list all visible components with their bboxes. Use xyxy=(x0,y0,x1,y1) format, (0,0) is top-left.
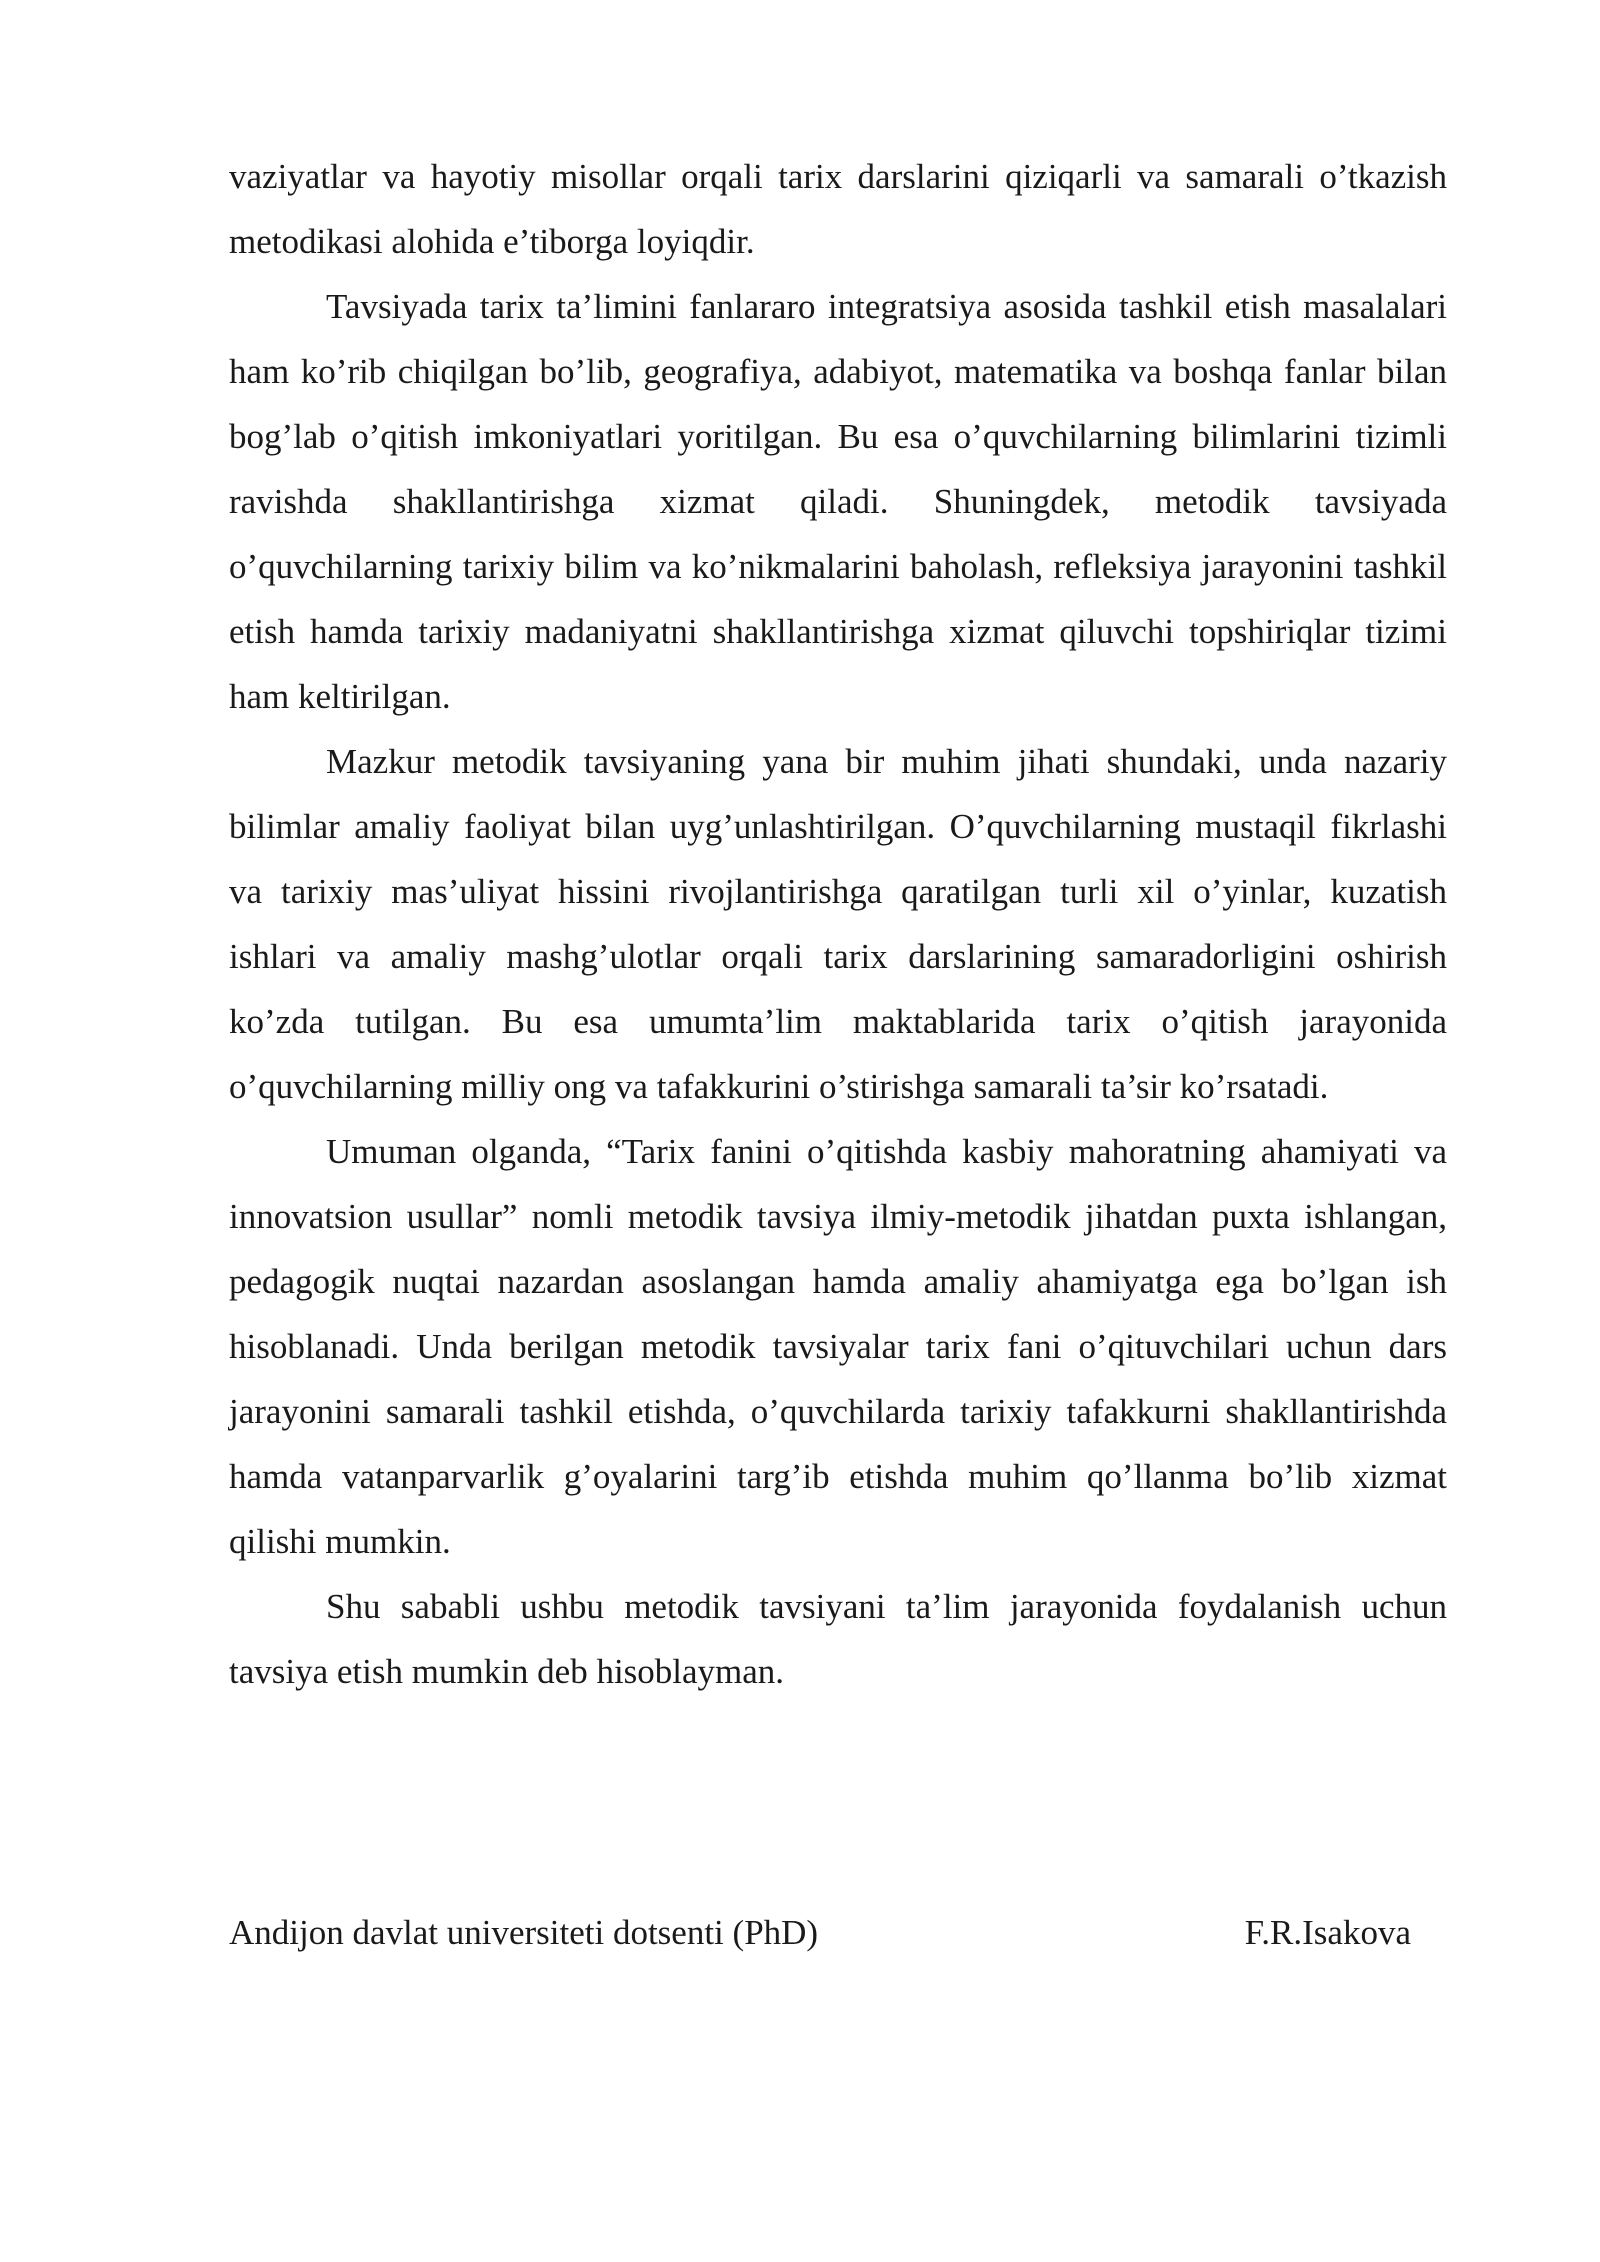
signature-name: F.R.Isakova xyxy=(1244,1913,1411,1952)
paragraph-continuation: vaziyatlar va hayotiy misollar orqali tarix darslarini qiziqarli va samarali o’tkazish metodikasi alohida e’tiborga loyiqdir. xyxy=(229,157,1447,261)
signature-line xyxy=(229,1900,1411,1965)
paragraph-integration: Tavsiyada tarix ta’limini fanlararo integratsiya asosida tashkil etish masalalari ham ko’rib chiqilgan bo’lib, geografiya, adabiyot, matematika va boshqa fanlar bilan bog’lab o’qitish imkoniyatlari yoritilgan. Bu esa o’quvchilarning bilimlarini tizimli ravishda shakllantirishga xizmat qiladi. Shuningdek, metodik tavsiyada o’quvchilarning tarixiy bilim va ko’nikmalarini baholash, refleksiya jarayonini tashkil etish hamda tarixiy madaniyatni shakllantirishga xizmat qiluvchi topshiriqlar tizimi ham keltirilgan. xyxy=(229,287,1447,716)
paragraph-conclusion: Umuman olganda, “Tarix fanini o’qitishda kasbiy mahoratning ahamiyati va innovatsion usullar” nomli metodik tavsiya ilmiy-metodik jihatdan puxta ishlangan, pedagogik nuqtai nazardan asoslangan hamda amaliy ahamiyatga ega bo’lgan ish hisoblanadi. Unda berilgan metodik tavsiyalar tarix fani o’qituvchilari uchun dars jarayonini samarali tashkil etishda, o’quvchilarda tarixiy tafakkurni shakllantirishda hamda vatanparvarlik g’oyalarini targ’ib etishda muhim qo’llanma bo’lib xizmat qilishi mumkin. xyxy=(229,1132,1447,1561)
paragraph-practice: Mazkur metodik tavsiyaning yana bir muhim jihati shundaki, unda nazariy bilimlar amaliy faoliyat bilan uyg’unlashtirilgan. O’quvchilarning mustaqil fikrlashi va tarixiy mas’uliyat hissini rivojlantirishga qaratilgan turli xil o’yinlar, kuzatish ishlari va amaliy mashg’ulotlar orqali tarix darslarining samaradorligini oshirish ko’zda tutilgan. Bu esa umumta’lim maktablarida tarix o’qitish jarayonida o’quvchilarning milliy ong va tafakkurini o’stirishga samarali ta’sir ko’rsatadi. xyxy=(229,742,1447,1106)
paragraph-recommendation: Shu sababli ushbu metodik tavsiyani ta’lim jarayonida foydalanish uchun tavsiya etish mumkin deb hisoblayman. xyxy=(229,1587,1447,1691)
signature-position: Andijon davlat universiteti dotsenti (PhD) xyxy=(229,1913,819,1952)
document-body xyxy=(229,144,1447,1704)
